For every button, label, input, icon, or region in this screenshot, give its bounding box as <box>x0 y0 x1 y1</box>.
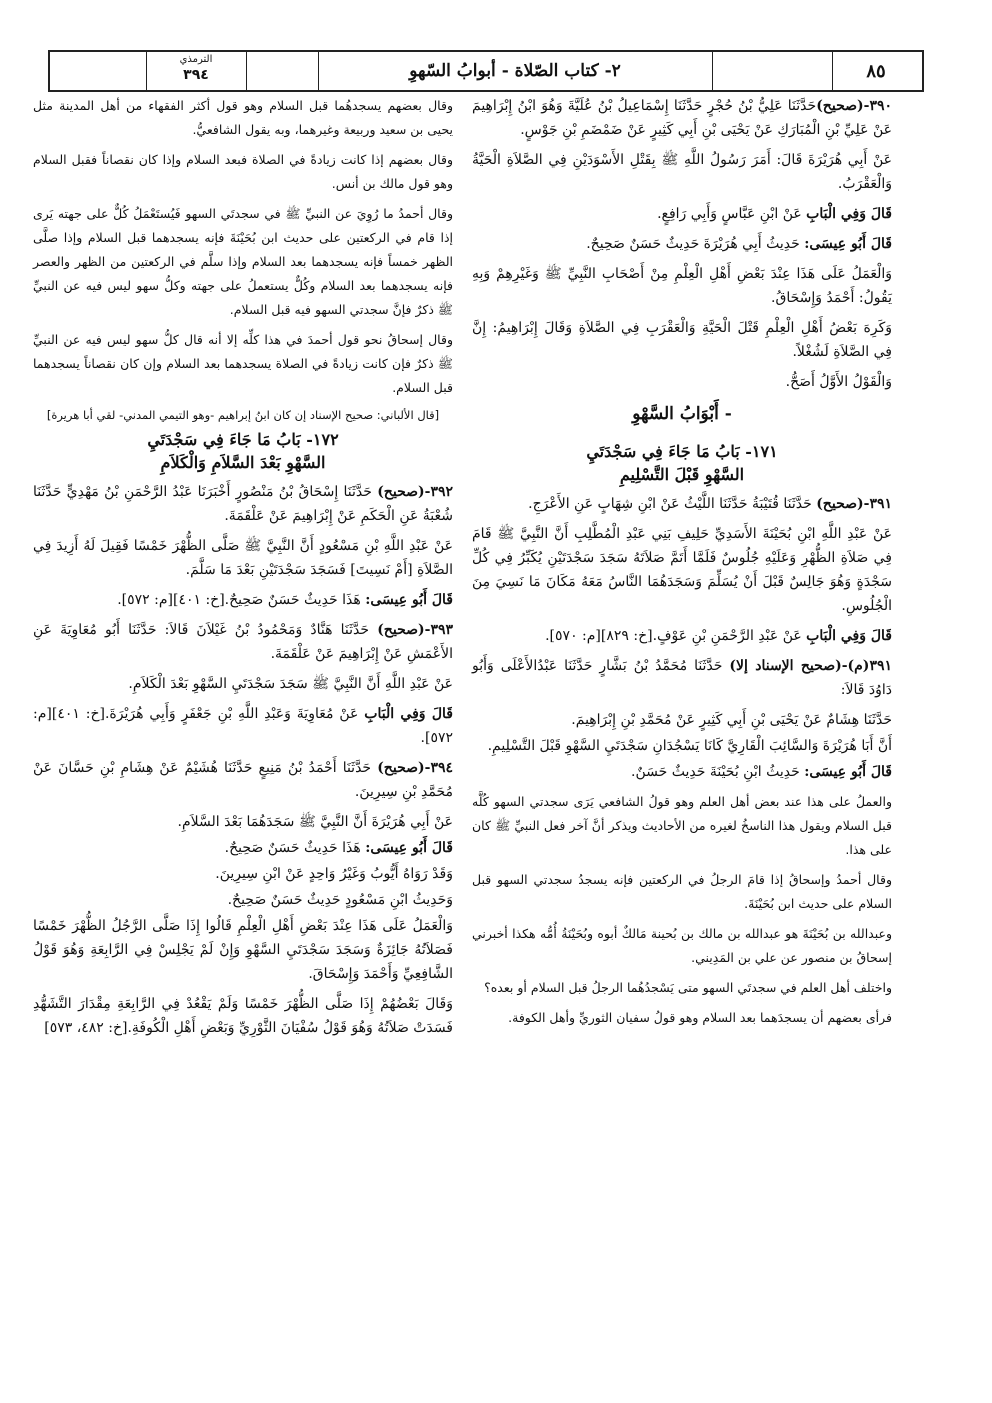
hadith-390 <box>472 94 892 142</box>
abu-isa-line <box>33 836 453 860</box>
matn: أَنَّ أَبَا هُرَيْرَةَ وَالسَّائِبَ الْقَارِيَّ كَانَا يَسْجُدَانِ سَجْدَتَيِ السَّهْوِ قَبْلَ التَّسْلِيمِ. <box>487 738 892 754</box>
kariha-paragraph: وَكَرِهَ بَعْضُ أَهْلِ الْعِلْمِ قَتْلَ الْحَيَّةِ وَالْعَقْرَبِ فِي الصَّلاَةِ وَقَالَ إِبْرَاهِيمُ: إِنَّ فِي الصَّلاَةِ لَشُغْلاً. <box>472 320 892 360</box>
page-header <box>48 50 924 92</box>
abu-isa-label: قَالَ أَبُو عِيسَى: <box>804 236 892 252</box>
wafil-bab-label: قَالَ وَفِي الْبَابِ <box>806 206 892 222</box>
ibn-masud-line: وَحَدِيثُ ابْنِ مَسْعُودٍ حَدِيثٌ حَسَنٌ صَحِيحٌ. <box>227 892 453 908</box>
chapter-title: ٢- كتاب الصّلاة - أبوابُ السّهوِ <box>409 61 621 81</box>
matn: عَنْ عَبْدِ اللَّهِ أَنَّ النَّبِيَّ ﷺ سَجَدَ سَجْدَتَيِ السَّهْوِ بَعْدَ الْكَلاَمِ. <box>128 676 453 692</box>
tirmidhi-number: ٣٩٤ <box>183 67 209 83</box>
wafil-bab-line <box>472 624 892 648</box>
page-number: ٨٥ <box>866 60 886 82</box>
abu-isa-line <box>33 588 453 612</box>
isnad: حَدَّثَنَا مُحَمَّدُ بْنُ بَشَّارٍ حَدَّثَنَا عَبْدُالأَعْلَى وَأَبُو دَاوُدَ قَالاَ: <box>472 658 892 698</box>
hadith-number: ٣٩١(م)-(صحيح الإسناد إلا) <box>729 658 892 674</box>
rawahu-line: وَقَدْ رَوَاهُ أَيُّوبُ وَغَيْرُ وَاحِدٍ عَنْ ابْنِ سِيرِينَ. <box>215 866 453 882</box>
isnad-continued: حَدَّثَنَا هِشَامٌ عَنْ يَحْيَى بْنِ أَبِي كَثِيرٍ عَنْ مُحَمَّدِ بْنِ إِبْرَاهِيمَ. <box>571 712 892 728</box>
hadith-391m <box>472 654 892 702</box>
hadith-392 <box>33 480 453 528</box>
qala-paragraph: وَقَالَ بَعْضُهُمْ إِذَا صَلَّى الظُّهْرَ خَمْسًا وَلَمْ يَقْعُدْ فِي الرَّابِعَةِ مِقْدَارَ التَّشَهُّدِ فَسَدَتْ صَلاَتُهُ وَهُوَ قَوْلُ سُفْيَانَ الثَّوْرِيِّ وَبَعْضِ أَهْلِ الْكُوفَةِ.[خ: ٤٨٢، ٥٧٣] <box>33 996 453 1036</box>
commentary-paragraph: وقال بعضهم يسجدهُما قبل السلام وهو قول أكثر الفقهاء من أهل المدينة مثل يحيى بن سعيد وربيعة وغيرهما، وبه يقول الشافعيُّ. <box>33 98 453 137</box>
commentary-paragraph: والعملُ على هذا عند بعض أهل العلم وهو قولُ الشافعي يَرَى سجدتي السهو كُلَّه قبل السلام ويقول هذا الناسخُ لغيره من الأحاديث ويذكر أنَّ آخر فعل النبيِّ ﷺ كان على هذا. <box>472 794 892 857</box>
wafil-bab-line <box>472 202 892 226</box>
section-title: - أَبْوَابُ السَّهْوِ <box>632 404 732 424</box>
abu-isa-label: قَالَ أَبُو عِيسَى: <box>365 592 453 608</box>
amal-paragraph: وَالْعَمَلُ عَلَى هَذَا عِنْدَ بَعْضِ أَهْلِ الْعِلْمِ قَالُوا إِذَا صَلَّى الرَّجُلُ الظُّهْرَ خَمْسًا فَصَلاَتُهُ جَائِزَةٌ وَسَجَدَ سَجْدَتَيِ السَّهْوِ وَإِنْ لَمْ يَجْلِسْ فِي الرَّابِعَةِ وَهُوَ قَوْلُ الشَّافِعِيِّ وَأَحْمَدَ وَإِسْحَاقَ. <box>33 918 453 982</box>
abu-isa-line <box>472 760 892 784</box>
tirmidhi-label: الترمذي <box>179 54 213 65</box>
commentary-paragraph: وعبدالله بن بُحَيْنَةَ هو عبدالله بن مالك بن بُحينة مَالكٌ أبوه وبُحَيْنَةُ أُمُّه هكذا أخبرني إسحاقُ بن منصور عن علي بن المَدِيني. <box>472 926 892 965</box>
wafil-bab-text: عَنْ مُعَاوِيَةَ وَعَبْدِ اللَّهِ بْنِ جَعْفَرٍ وَأَبِي هُرَيْرَةَ.[خ: ٤٠١][م: ٥٧٢]. <box>33 706 453 746</box>
tirmidhi-reference <box>146 54 246 92</box>
isnad: حَدَّثَنَا إِسْحَاقُ بْنُ مَنْصُورٍ أَخْبَرَنَا عَبْدُ الرَّحْمَنِ بْنُ مَهْدِيٍّ حَدَّثَنَا شُعْبَةُ عَنِ الْحَكَمِ عَنْ إِبْرَاهِيمَ عَنْ عَلْقَمَةَ. <box>33 484 453 524</box>
hadith-number: ٣٩٤-(صحيح) <box>377 760 453 776</box>
commentary-paragraph: وقال أحمدُ وإسحاقُ إذا قامَ الرجلُ في الركعتين فإنه يسجدُ سجدتي السهو قبل السلام على حديث ابن بُحَيْنَةَ. <box>472 872 892 911</box>
commentary-paragraph: فرأى بعضهم أن يسجدَهما بعد السلام وهو قولُ سفيان الثوريِّ وأهل الكوفة. <box>508 1010 892 1025</box>
abu-isa-text: حَدِيثُ أَبِي هُرَيْرَةَ حَدِيثٌ حَسَنٌ صَحِيحٌ. <box>586 236 800 252</box>
commentary-paragraph: وقال أحمدُ ما رُوِيَ عن النبيِّ ﷺ في سجدتَي السهو فَيُستَعْمَلُ كُلٌّ على جهته يَرى إذا قام في الركعتين على حديث ابن بُحَيْنَةَ فإنه يسجدهما قبل السلام وإذا صلَّى الظهر خمساً فإنه يسجدهما بعد السلام وإذا سلَّم في الركعتين من الظهر والعصر فإنه يسجدهما بعد السلام وكُلٌّ يستعملُ على جهته وكلُّ سهو ليس فيه عن النبيِّ ﷺ ذكرٌ فإنَّ سجدتي السهو فيه قبل السلام. <box>33 206 453 317</box>
isnad: حَدَّثَنَا قُتَيْبَةُ حَدَّثَنَا اللَّيْثُ عَنْ ابْنِ شِهَابٍ عَنِ الأَعْرَجِ. <box>528 496 812 512</box>
abu-isa-label: قَالَ أَبُو عِيسَى: <box>365 840 453 856</box>
hadith-number: ٣٩٣-(صحيح) <box>377 622 453 638</box>
isnad: حَدَّثَنَا عَلِيُّ بْنُ حُجْرٍ حَدَّثَنَا إِسْمَاعِيلُ بْنُ عُلَيَّةَ وَهُوَ ابْنُ إِبْرَاهِيمَ عَنْ عَلِيِّ بْنِ الْمُبَارَكِ عَنْ يَحْيَى بْنِ أَبِي كَثِيرٍ عَنْ ضَمْضَمِ بْنِ جَوْسٍ. <box>472 98 892 138</box>
right-column <box>472 94 892 1036</box>
chapter-171-subtitle: السَّهْوِ قَبْلَ التَّسْلِيمِ <box>619 465 745 484</box>
qawl-line: وَالْقَوْلُ الأَوَّلُ أَصَحُّ. <box>785 374 892 390</box>
wafil-bab-line <box>33 702 453 750</box>
isnad: حَدَّثَنَا هَنَّادٌ وَمَحْمُودُ بْنُ غَيْلاَنَ قَالاَ: حَدَّثَنَا أَبُو مُعَاوِيَةَ عَنِ الأَعْمَشِ عَنْ إِبْرَاهِيمَ عَنْ عَلْقَمَةَ. <box>33 622 453 662</box>
chapter-172-title: ١٧٢- بَابُ مَا جَاءَ فِي سَجْدَتَيِ <box>147 430 339 449</box>
matn: عَنْ أَبِي هُرَيْرَةَ أَنَّ النَّبِيَّ ﷺ سَجَدَهُمَا بَعْدَ السَّلاَمِ. <box>177 814 453 830</box>
wafil-bab-label: قَالَ وَفِي الْبَابِ <box>364 706 453 722</box>
matn: عَنْ عَبْدِ اللَّهِ ابْنِ بُحَيْنَةَ الأَسَدِيِّ حَلِيفِ بَنِي عَبْدِ الْمُطَّلِبِ أَنَّ النَّبِيَّ ﷺ قَامَ فِي صَلاَةِ الظُّهْرِ وَعَلَيْهِ جُلُوسٌ فَلَمَّا أَتَمَّ صَلاَتَهُ سَجَدَ سَجْدَتَيْنِ يُكَبِّرُ فِي كُلِّ سَجْدَةٍ وَهُوَ جَالِسٌ قَبْلَ أَنْ يُسَلِّمَ وَسَجَدَهُمَا النَّاسُ مَعَهُ مَكَانَ مَا نَسِيَ مِنَ الْجُلُوسِ. <box>472 526 892 614</box>
albani-note: [قال الألباني: صحيح الإسناد إن كان ابنُ إبراهيم -وهو التيمي المدني- لقي أبا هريرة] <box>46 408 440 422</box>
wafil-bab-text: عَنْ عَبْدِ الرَّحْمَنِ بْنِ عَوْفٍ.[خ: ٨٢٩][م: ٥٧٠]. <box>545 628 802 644</box>
hadith-394 <box>33 756 453 804</box>
abu-isa-text: هَذَا حَدِيثٌ حَسَنٌ صَحِيحٌ.[خ: ٤٠١][م: ٥٧٢]. <box>117 592 361 608</box>
abu-isa-label: قَالَ أَبُو عِيسَى: <box>804 764 892 780</box>
abu-isa-text: هَذَا حَدِيثٌ حَسَنٌ صَحِيحٌ. <box>224 840 361 856</box>
hadith-393 <box>33 618 453 666</box>
amal-paragraph: وَالْعَمَلُ عَلَى هَذَا عِنْدَ بَعْضِ أَهْلِ الْعِلْمِ مِنْ أَصْحَابِ النَّبِيِّ ﷺ وَغَيْرِهِمْ وَبِهِ يَقُولُ: أَحْمَدُ وَإِسْحَاقُ. <box>472 266 892 306</box>
chapter-171-title: ١٧١- بَابُ مَا جَاءَ فِي سَجْدَتَيِ <box>586 442 778 461</box>
abu-isa-line <box>472 232 892 256</box>
commentary-paragraph: وقال إسحاقُ نحو قول أحمدَ في هذا كلِّه إلا أنه قال كلُّ سهو ليس فيه عن النبيِّ ﷺ ذكرٌ فإن كانت زيادةً في الصلاة يسجدهما بعد السلام وإن كان نقصاناً يسجدهما قبل السلام. <box>33 332 453 395</box>
wafil-bab-text: عَنْ ابْنِ عَبَّاسٍ وَأَبِي رَافِعٍ. <box>657 206 802 222</box>
wafil-bab-label: قَالَ وَفِي الْبَابِ <box>806 628 892 644</box>
isnad: حَدَّثَنَا أَحْمَدُ بْنُ مَنِيعٍ حَدَّثَنَا هُشَيْمٌ عَنْ هِشَامِ بْنِ حَسَّانَ عَنْ مُحَمَّدِ بْنِ سِيرِينَ. <box>33 760 453 800</box>
hadith-number: ٣٩١-(صحيح) <box>816 496 892 512</box>
hadith-391 <box>472 492 892 516</box>
hadith-number: ٣٩٢-(صحيح) <box>377 484 453 500</box>
left-column <box>33 94 453 1046</box>
chapter-172-subtitle: السَّهْوِ بَعْدَ السَّلاَمِ وَالْكَلاَمِ <box>160 453 326 472</box>
hadith-number: ٣٩٠-(صحيح) <box>816 98 892 114</box>
matn: عَنْ أَبِي هُرَيْرَةَ قَالَ: أَمَرَ رَسُولُ اللَّهِ ﷺ بِقَتْلِ الأَسْوَدَيْنِ فِي الصَّلاَةِ الْحَيَّةُ وَالْعَقْرَبُ. <box>472 152 892 192</box>
matn: عَنْ عَبْدِ اللَّهِ بْنِ مَسْعُودٍ أَنَّ النَّبِيَّ ﷺ صَلَّى الظُّهْرَ خَمْسًا فَقِيلَ لَهُ أَزِيدَ فِي الصَّلاَةِ [أَمْ نَسِيتَ] فَسَجَدَ سَجْدَتَيْنِ بَعْدَ مَا سَلَّمَ. <box>33 538 453 578</box>
abu-isa-text: حَدِيثُ ابْنِ بُحَيْنَةَ حَدِيثٌ حَسَنٌ. <box>631 764 800 780</box>
commentary-paragraph: واختلف أهل العلم في سجدتَي السهو متى يَسْجدُهُما الرجلُ قبل السلام أو بعده؟ <box>484 980 892 995</box>
commentary-paragraph: وقال بعضهم إذا كانت زيادةً في الصلاة فبعد السلام وإذا كان نقصاناً فقبل السلام وهو قول مالك بن أنس. <box>33 152 453 191</box>
